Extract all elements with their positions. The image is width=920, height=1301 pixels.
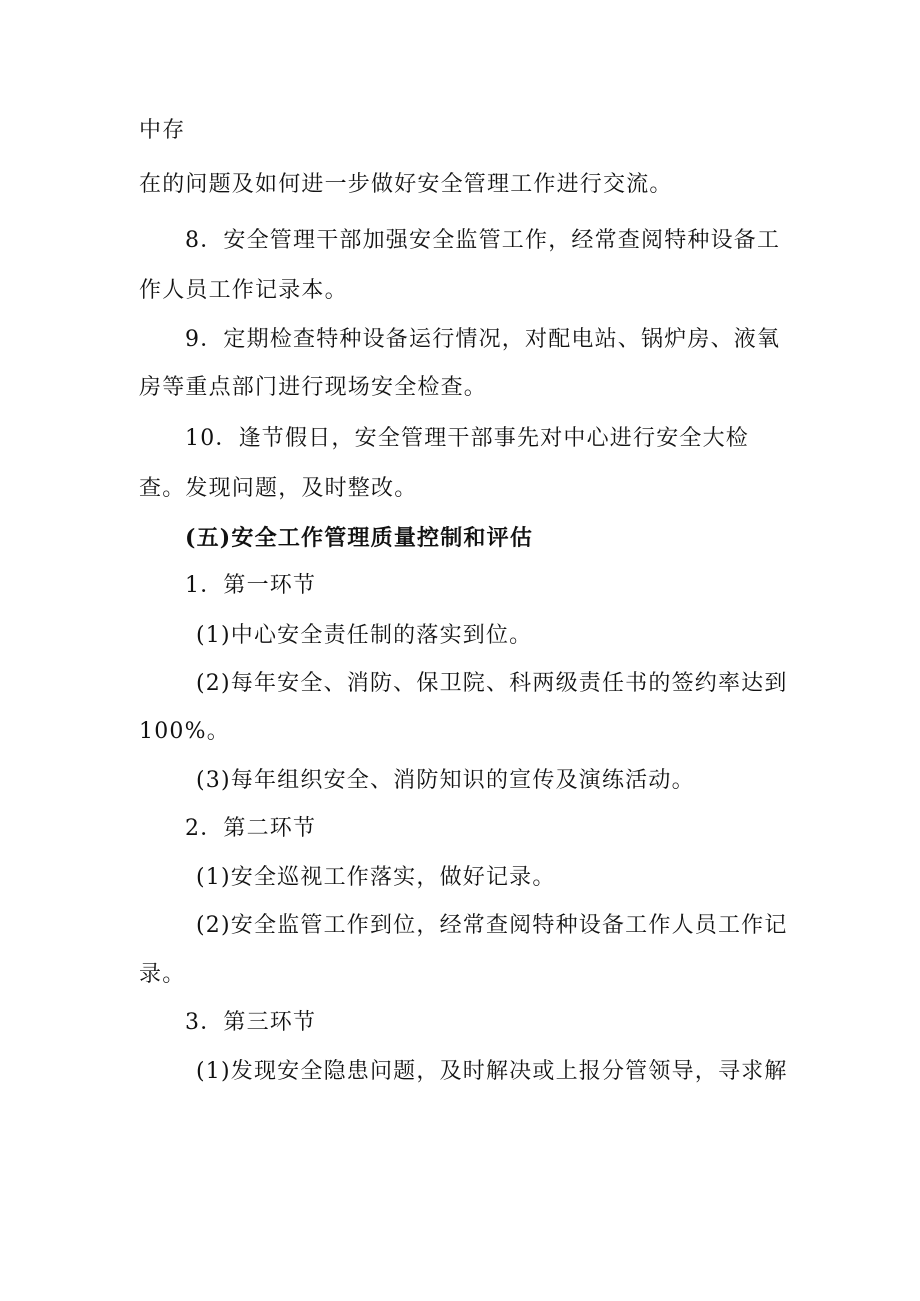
section-heading: (五)安全工作管理质量控制和评估 (185, 525, 534, 551)
text-line: (1)安全巡视工作落实，做好记录。 (196, 865, 556, 890)
text-line: 2．第二环节 (185, 816, 317, 841)
text-line: (1)中心安全责任制的落实到位。 (196, 623, 533, 648)
text-line: 9．定期检查特种设备运行情况，对配电站、锅炉房、液氧 (185, 327, 781, 352)
text-line: 作人员工作记录本。 (139, 278, 348, 303)
text-line: 10．逢节假日，安全管理干部事先对中心进行安全大检 (185, 426, 749, 451)
text-line: 录。 (139, 962, 186, 987)
text-line: (3)每年组织安全、消防知识的宣传及演练活动。 (196, 768, 695, 793)
text-line: (2)安全监管工作到位，经常查阅特种设备工作人员工作记 (196, 913, 788, 938)
text-line: 房等重点部门进行现场安全检查。 (139, 375, 488, 400)
text-line: 3．第三环节 (185, 1010, 317, 1035)
text-line: 查。发现问题，及时整改。 (139, 476, 418, 501)
text-line: 8．安全管理干部加强安全监管工作，经常查阅特种设备工 (185, 228, 781, 253)
text-line: 100%。 (139, 719, 230, 744)
text-line: (2)每年安全、消防、保卫院、科两级责任书的签约率达到 (196, 671, 788, 696)
text-line: 1．第一环节 (185, 573, 317, 598)
text-line: 在的问题及如何进一步做好安全管理工作进行交流。 (139, 172, 673, 197)
text-line: 中存 (139, 118, 186, 143)
text-line: (1)发现安全隐患问题，及时解决或上报分管领导，寻求解 (196, 1059, 788, 1084)
